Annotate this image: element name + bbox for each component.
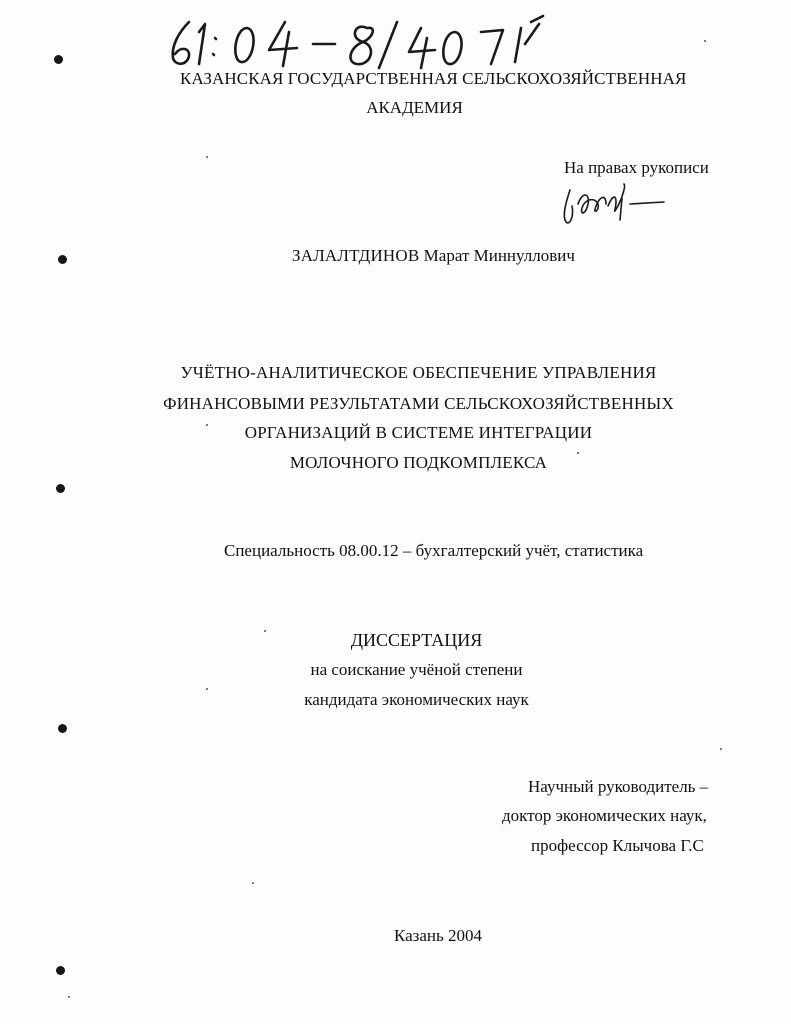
degree-line-2: кандидата экономических наук: [304, 690, 529, 709]
supervisor-line-2: доктор экономических наук,: [502, 806, 707, 825]
city-year: Казань 2004: [394, 926, 483, 945]
signature-drawing: [560, 182, 670, 228]
punch-hole: [58, 724, 67, 733]
scan-speck: [264, 630, 266, 632]
manuscript-rights-note: На правах рукописи: [564, 158, 709, 177]
punch-hole: [56, 484, 65, 493]
title-line-4: МОЛОЧНОГО ПОДКОМПЛЕКСА: [289, 453, 548, 472]
punch-hole: [58, 255, 67, 264]
scan-speck: [704, 40, 706, 42]
supervisor-line-1: Научный руководитель –: [528, 777, 709, 796]
specialty: Специальность 08.00.12 – бухгалтерский учёт, статистика: [224, 541, 644, 560]
author-name: [292, 246, 575, 266]
author-surname: ЗАЛАЛТДИНОВ: [292, 246, 420, 265]
degree-line-1: на соискание учёной степени: [310, 660, 523, 679]
handwritten-archive-mark: [165, 14, 555, 72]
supervisor-line-3: профессор Клычова Г.С: [531, 836, 704, 855]
scan-speck: [252, 882, 254, 884]
title-line-2: ФИНАНСОВЫМИ РЕЗУЛЬТАТАМИ СЕЛЬСКОХОЗЯЙСТВЕННЫХ: [163, 394, 674, 413]
author-given-names: Марат Миннуллович: [423, 246, 575, 265]
scan-speck: [68, 996, 70, 998]
scan-speck: [206, 688, 208, 690]
punch-hole: [54, 55, 63, 64]
scan-speck: [206, 156, 208, 158]
scan-speck: [206, 424, 208, 426]
institution-line-1: КАЗАНСКАЯ ГОСУДАРСТВЕННАЯ СЕЛЬСКОХОЗЯЙСТВЕННАЯ: [180, 69, 687, 88]
punch-hole: [56, 966, 65, 975]
work-type: ДИССЕРТАЦИЯ: [350, 630, 483, 650]
scan-speck: [720, 748, 722, 750]
title-line-3: ОРГАНИЗАЦИЙ В СИСТЕМЕ ИНТЕГРАЦИИ: [244, 423, 593, 442]
author-signature: [560, 182, 670, 228]
title-line-1: УЧЁТНО-АНАЛИТИЧЕСКОЕ ОБЕСПЕЧЕНИЕ УПРАВЛЕНИЯ: [180, 363, 657, 382]
scan-speck: [577, 452, 579, 454]
archive-mark-drawing: [165, 14, 555, 72]
archive-mark-text: [555, 14, 556, 15]
institution-line-2: АКАДЕМИЯ: [366, 98, 463, 117]
